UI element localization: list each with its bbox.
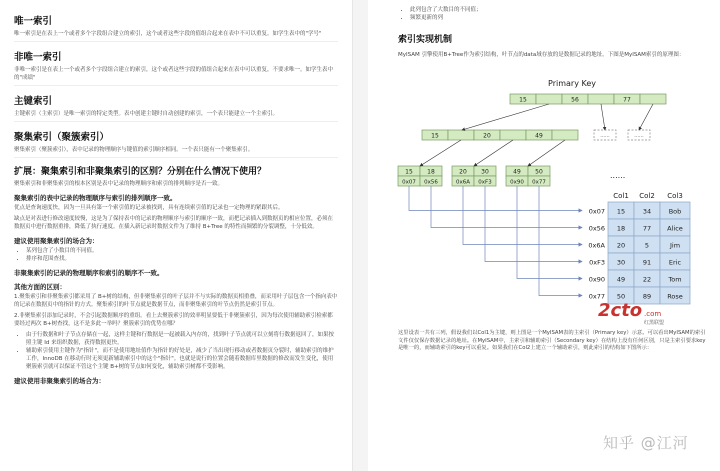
- column-header: Col3: [667, 192, 683, 200]
- table-cell-text: Jim: [669, 241, 681, 250]
- heading-clustered-index: 聚集索引（聚簇索引）: [14, 132, 110, 143]
- leaf-ptr-text: 0x90: [510, 179, 524, 186]
- pointer-arrow: [517, 186, 582, 279]
- leaf-key-text: 50: [535, 168, 543, 176]
- site-watermark-logo: [596, 296, 668, 326]
- table-cell-text: 89: [642, 292, 652, 301]
- root-key-text: 56: [571, 96, 579, 104]
- b-plus-tree: [398, 94, 666, 186]
- leaf-ptr-text: 0x77: [532, 179, 546, 186]
- leaf-ptr-text: 0x07: [402, 179, 416, 186]
- para-non-unique-index: 非唯一索引是在表上一个或者多个字段组合建立的索引，这个或者这些字段的值组合起来在表中可以重复，不要求唯一。如学生表中的"成绩": [14, 67, 334, 81]
- table-cell-text: Alice: [667, 224, 683, 233]
- heading-unique-index: 唯一索引: [14, 16, 53, 27]
- heading-index-mechanism: 索引实现机制: [398, 35, 453, 45]
- root-key-text: 15: [519, 96, 527, 104]
- site-watermark-text: 2cto: [598, 300, 643, 321]
- table-cell-text: 20: [616, 241, 626, 250]
- table-cell-text: 30: [616, 258, 626, 267]
- root-ptr-cell: [588, 94, 614, 104]
- ellipsis: ......: [610, 171, 626, 180]
- heading-primary-index: 主键索引: [14, 96, 53, 107]
- row-address: 0x07: [588, 207, 605, 216]
- tree-edge: [462, 104, 549, 130]
- list-item: • 此列包含了大数目的不同值；: [410, 6, 706, 14]
- table-cell-text: 5: [644, 241, 650, 250]
- list-clustered-usage: [14, 247, 338, 263]
- level2-ptr-cell: [500, 130, 526, 140]
- root-key-text: 77: [623, 96, 631, 104]
- placeholder-dots: ......: [634, 133, 644, 139]
- bold-ext-3: 非聚集索引的记录的物理顺序和索引的顺序不一致。: [14, 269, 164, 277]
- row-address: 0x90: [588, 275, 605, 284]
- leaf-ptr-text: 0xF3: [478, 179, 492, 186]
- primary-key-label: Primary Key: [548, 79, 596, 88]
- level2-key-text: 20: [483, 132, 491, 140]
- para-ext-4: 1.聚集索引和非聚集索引都采用了 B+树的结构，但非聚集索引的叶子层并不与实际的数据页相重叠，而采用叶子层包含一个指向表中的记录在数据页中的指针的方式。聚集索引的叶节点就是数据节点，而非聚集索引的叶节点仍然是索引节点。: [14, 294, 338, 308]
- data-table: [409, 186, 690, 304]
- table-cell-text: 49: [616, 275, 626, 284]
- para-ext-2: 优点是查询速度快，因为一旦具有第一个索引值的记录被找到，具有连续索引值的记录也一定物理的紧跟其后。: [14, 205, 284, 211]
- leaf-key-text: 15: [405, 168, 413, 176]
- table-cell-text: Tom: [668, 275, 682, 284]
- row-address: 0x6A: [588, 241, 605, 250]
- pointer-arrow: [409, 186, 582, 211]
- table-cell-text: 50: [616, 292, 626, 301]
- tree-edge: [420, 140, 461, 166]
- table-cell-text: 34: [642, 207, 652, 216]
- para-caption: 这里设表一共有三列，假设我们以Col1为主键，则上图是一个MyISAM表的主索引（Primary key）示意。可以看出MyISAM的索引文件仅仅保存数据记录的地址。在MyISAM中，主索引和辅助索引（Secondary key）在结构上没有任何区别，只是主索引要求key是唯一的，而辅助索引的key可以重复。如果我们在Col2上建立一个辅助索引，则此索引的结构如下图所示：: [398, 330, 706, 352]
- bold-ext-2: 建议使用聚集索引的场合为：: [14, 237, 99, 245]
- list-item: • 频繁更新的列: [410, 14, 706, 22]
- leaf-key-text: 18: [427, 168, 435, 176]
- myisam-index-diagram: [396, 70, 712, 320]
- zhihu-watermark: 知乎 @江河: [603, 434, 689, 452]
- para-ext-3: 缺点是对表进行修改速度较慢，这是为了保持表中的记录的物理顺序与索引的顺序一致，而把记录插入到数据页的相应位置，必须在数据页中进行数据重排，降低了执行速度。在插入新记录时数据文件为了维持 B+Tree 的特性而频繁的分裂调整，十分低效。: [14, 216, 334, 230]
- left-page: [0, 0, 352, 471]
- column-header: Col2: [639, 192, 655, 200]
- table-cell-text: 18: [616, 224, 626, 233]
- list-item: • 某列包含了小数目的不同值。: [26, 247, 338, 255]
- list-clustered-advantages: [14, 331, 338, 371]
- level2-key-text: 15: [431, 132, 439, 140]
- table-cell-text: Bob: [668, 207, 682, 216]
- pointer-arrow: [485, 186, 582, 262]
- table-cell-text: 22: [642, 275, 652, 284]
- bold-ext-4: 其他方面的区别：: [14, 283, 66, 291]
- para-unique-index: 唯一索引是在表上一个或者多个字段组合建立的索引，这个或者这些字段的值组合起来在表中不可以重复。如学生表中的"学号": [14, 31, 322, 37]
- pointer-arrow: [463, 186, 582, 245]
- row-address: 0x56: [588, 224, 605, 233]
- leaf-key-text: 20: [459, 168, 467, 176]
- root-ptr-cell: [536, 94, 562, 104]
- table-cell-text: Eric: [668, 258, 682, 267]
- heading-extension: 扩展：聚集索引和非聚集索引的区别？分别在什么情况下使用？: [14, 167, 267, 177]
- tree-edge: [474, 140, 513, 166]
- heading-non-unique-index: 非唯一索引: [14, 52, 62, 63]
- list-item: • 由于行数据和叶子节点存储在一起，这样主键和行数据是一起被载入内存的，找到叶子节点就可以立刻将行数据返回了，如果按照主键 Id 来组织数据，获得数据更快。: [26, 331, 338, 347]
- table-cell-text: 77: [642, 224, 652, 233]
- para-ext-5: 2.非聚集索引添加记录时，不会引起数据顺序的重组。看上去聚簇索引的效率明显要低于非聚簇索引，因为每次使用辅助索引检索都要经过两次 B+树查找，这不是多此一举吗？聚簇索引的优势在哪？: [14, 313, 333, 327]
- site-watermark-suffix: .com: [644, 310, 662, 318]
- table-cell-text: 15: [616, 207, 626, 216]
- list-nonclustered-usage: [398, 6, 706, 22]
- table-cell-text: Rose: [667, 292, 683, 301]
- tree-edge: [601, 104, 605, 130]
- caption-block: [398, 330, 710, 356]
- placeholder-dots: ......: [600, 133, 610, 139]
- level2-key-text: 49: [535, 132, 543, 140]
- pointer-arrow: [431, 186, 582, 228]
- tree-edge: [639, 104, 653, 130]
- para-clustered-index: 聚集索引（聚簇索引），表中记录的物理顺序与键值的索引顺序相同。一个表只能有一个聚集索引。: [14, 147, 254, 153]
- row-address: 0x77: [588, 292, 605, 301]
- leaf-ptr-text: 0x6A: [455, 179, 471, 186]
- para-primary-index: 主键索引（主索引）是唯一索引的特定类型。表中创建主键时自动创建的索引，一个表只能建立一个主索引。: [14, 111, 279, 117]
- bold-ext-5: 建议使用非聚集索引的场合为：: [14, 377, 105, 385]
- pointer-arrow: [539, 186, 582, 296]
- root-ptr-cell: [640, 94, 666, 104]
- para-index-intro: MyISAM 引擎使用B+Tree作为索引结构，叶节点的data域存放的是数据记录的地址。下图是MyISAM索引的原理图：: [398, 52, 685, 58]
- leaf-ptr-text: 0x56: [424, 179, 438, 186]
- table-cell-text: 91: [642, 258, 652, 267]
- list-item: • 排序和范围查找。: [26, 255, 338, 263]
- para-ext-1: 聚集索引和非聚集索引的根本区别是表中记录的物理顺序和索引的排列顺序是否一致。: [14, 181, 224, 187]
- bold-ext-1: 聚集索引的表中记录的物理顺序与索引的排列顺序一致。: [14, 194, 177, 202]
- row-address: 0xF3: [589, 258, 605, 267]
- column-header: Col1: [613, 192, 629, 200]
- level2-ptr-cell: [448, 130, 474, 140]
- list-item: • 辅助索引使用主键作为"指针"，而不是使用地址值作为指针的好处是，减少了当出现行移动或者数据页分裂时，辅助索引的维护工作，InnoDB 在移动行时无须更新辅助索引中的这个"指针"。也就是说行的位置会随着数据库里数据的修改而发生变化，使用聚簇索引就可以保证不管这个主键 B+树的节点如何变化，辅助索引树都不受影响。: [26, 347, 338, 371]
- tree-edge: [528, 140, 565, 166]
- site-watermark-sub: 红黑联盟: [644, 320, 665, 326]
- level2-ptr-cell: [552, 130, 578, 140]
- leaf-key-text: 49: [513, 168, 521, 176]
- leaf-key-text: 30: [481, 168, 489, 176]
